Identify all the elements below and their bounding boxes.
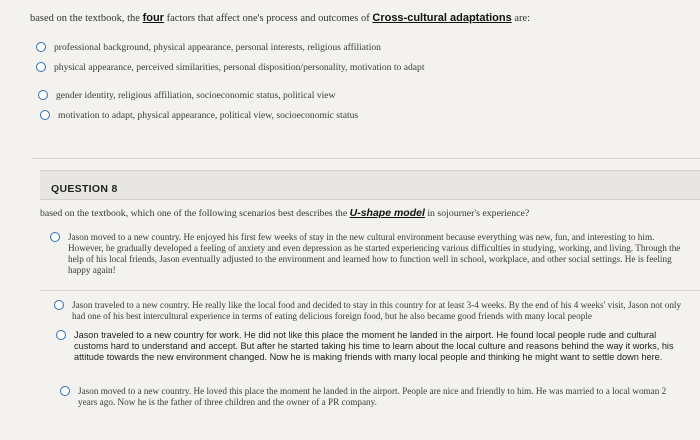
option-divider bbox=[40, 290, 700, 291]
prompt-suffix: in sojourner's experience? bbox=[424, 208, 530, 219]
question-emphasis: four bbox=[142, 12, 164, 24]
answer-option[interactable] bbox=[56, 330, 684, 363]
radio-button[interactable] bbox=[50, 232, 60, 242]
prompt-term: U-shape model bbox=[349, 207, 425, 219]
question-number: QUESTION 8 bbox=[51, 183, 118, 195]
radio-button[interactable] bbox=[38, 90, 48, 100]
answer-option-label: professional background, physical appearance, personal interests, religious affiliation bbox=[54, 42, 381, 53]
answer-option-label: gender identity, religious affiliation, socioeconomic status, political view bbox=[56, 90, 336, 101]
radio-button[interactable] bbox=[36, 42, 46, 52]
section-divider bbox=[32, 158, 700, 159]
question-suffix: are: bbox=[511, 13, 531, 24]
previous-question-text bbox=[30, 12, 530, 24]
answer-option-label: Jason traveled to a new country. He really like the local food and decided to stay in this country for at least 3-4 weeks. By the end of his 4 weeks' visit, Jason not only had one of his best intercultural experience in terms of eating delicious foreign food, but he also became good friends with many local people bbox=[72, 300, 682, 321]
question-prefix: based on the textbook, the bbox=[30, 13, 143, 24]
radio-button[interactable] bbox=[56, 330, 66, 340]
answer-option[interactable] bbox=[36, 62, 425, 74]
answer-option-label: physical appearance, perceived similarities, personal disposition/personality, motivation to adapt bbox=[54, 62, 425, 73]
question-topic: Cross-cultural adaptations bbox=[372, 12, 512, 24]
previous-question bbox=[0, 0, 700, 160]
radio-button[interactable] bbox=[36, 62, 46, 72]
prompt-prefix: based on the textbook, which one of the following scenarios best describes the bbox=[40, 208, 350, 219]
answer-option[interactable] bbox=[50, 232, 686, 276]
question-header bbox=[40, 170, 700, 200]
answer-option-label: motivation to adapt, physical appearance, political view, socioeconomic status bbox=[58, 110, 359, 121]
answer-option-label: Jason traveled to a new country for work. He did not like this place the moment he landed in the airport. He found local people rude and cultural customs hard to understand and accept. But after he started taking his time to learn about the local culture and reasons behind the way it works, his attitude towards the new environment changed. Now he is making friends with many local people and thinking he might want to settle down here. bbox=[74, 330, 674, 362]
answer-option-label: Jason moved to a new country. He enjoyed his first few weeks of stay in the new cultural environment because everything was new, fun, and interesting to him. However, he gradually developed a feeling of anxiety and even depression as he started experiencing various difficulties in studying, working, and living. Through the help of his local friends, Jason eventually adjusted to the environment and learned how to function well in school, workplace, and other social settings. He is feeling happy again! bbox=[68, 232, 681, 275]
answer-option-label: Jason moved to a new country. He loved this place the moment he landed in the airport. People are nice and friendly to him. He was married to a local woman 2 years ago. Now he is the father of three children and the owner of a PR company. bbox=[78, 386, 667, 407]
answer-option[interactable] bbox=[38, 90, 335, 102]
answer-option[interactable] bbox=[36, 42, 381, 54]
answer-option[interactable] bbox=[40, 110, 358, 122]
answer-option[interactable] bbox=[54, 300, 686, 322]
question-prompt bbox=[40, 207, 529, 219]
radio-button[interactable] bbox=[54, 300, 64, 310]
radio-button[interactable] bbox=[60, 386, 70, 396]
answer-option[interactable] bbox=[60, 386, 678, 408]
radio-button[interactable] bbox=[40, 110, 50, 120]
question-middle: factors that affect one's process and outcomes of bbox=[163, 13, 373, 24]
